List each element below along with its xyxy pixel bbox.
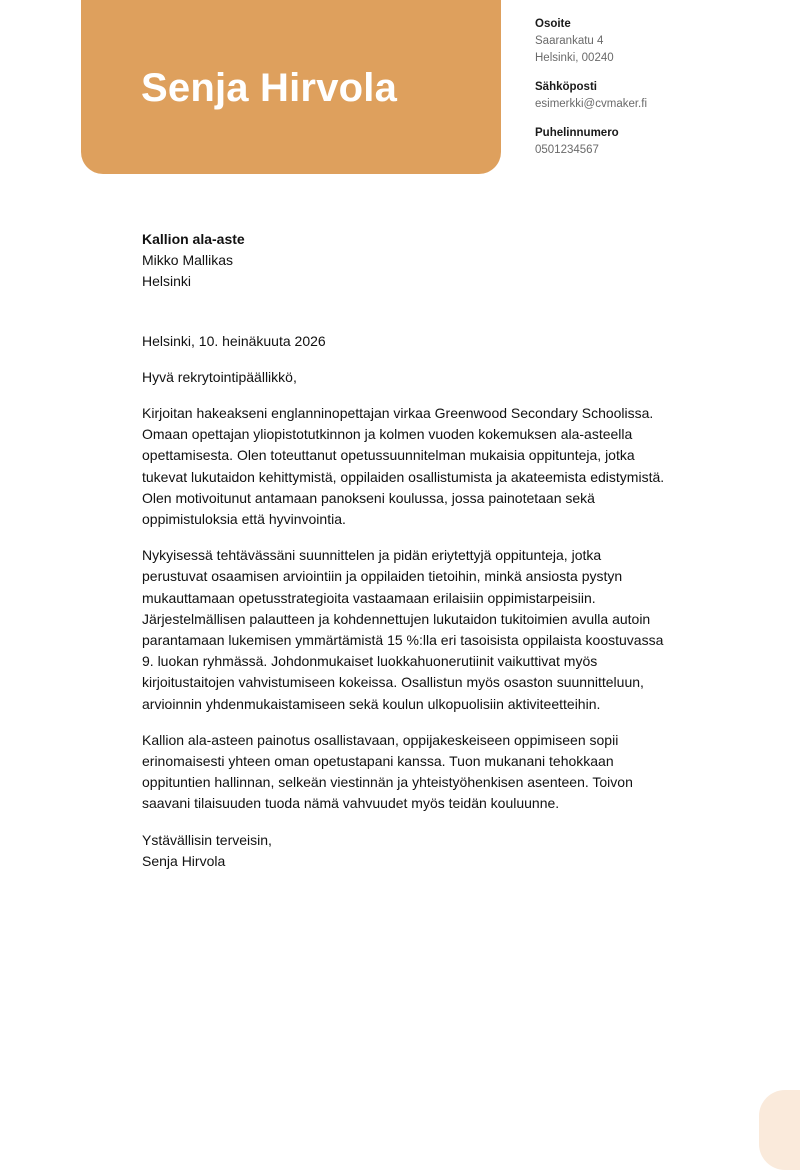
- phone-label: Puhelinnumero: [535, 127, 619, 139]
- address-group: [535, 16, 775, 67]
- email-group: [535, 79, 775, 113]
- contact-info: [535, 16, 775, 171]
- recipient-person: Mikko Mallikas: [142, 252, 234, 269]
- phone-group: [535, 125, 775, 159]
- letter-greeting: Hyvä rekrytointipäällikkö,: [142, 368, 297, 385]
- address-line2: Helsinki, 00240: [535, 52, 614, 64]
- address-line1: Saarankatu 4: [535, 35, 604, 47]
- letter-body: [142, 229, 667, 872]
- email-label: Sähköposti: [535, 81, 597, 93]
- letter-paragraph: Kirjoitan hakeakseni englanninopettajan virkaa Greenwood Secondary Schoolissa. Omaan opettajan yliopistotutkinnon ja kolmen vuoden kokemuksen ala-asteella opettamisesta. Olen toteuttanut opetussuunnitelman mukaisia oppitunteja, jotka tukevat lukutaidon kehittymistä, oppilaiden osallistumista ja akateemista edistymistä. Olen motivoitunut antamaan panokseni koulussa, jossa painotetaan sekä oppimistuloksia että hyvinvointia.: [142, 405, 665, 528]
- email-value: esimerkki@cvmaker.fi: [535, 98, 647, 110]
- letter-paragraph: Nykyisessä tehtävässäni suunnittelen ja pidän eriytettyjä oppitunteja, jotka perustuvat osaamisen arviointiin ja oppilaiden tietoihin, minkä ansiosta pystyn mukauttamaan opetusstrategioita vastaamaan erilaisiin oppimistarpeisiin. Järjestelmällisen palautteen ja kohdennettujen lukutaidon tukitoimien avulla autoin parantamaan lukemisen ymmärtämistä 15 %:lla eri tasoisista oppilaista koostuvassa 9. luokan ryhmässä. Johdonmukaiset luokkahuonerutiinit vaikuttivat myös kirjoitustaitojen vahvistumiseen kokeissa. Osallistun myös osaston suunnitteluun, arvioinnin yhdenmukaistamiseen sekä koulun ulkopuolisiin aktiviteetteihin.: [142, 547, 664, 712]
- letter-signature: Senja Hirvola: [142, 852, 226, 869]
- letter-paragraph: Kallion ala-asteen painotus osallistavaan, oppijakeskeiseen oppimiseen sopii erinomaisesti yhteen oman opetustapani kanssa. Tuon mukanani tehokkaan oppituntien hallinnan, selkeän viestinnän ja yhteistyöhenkisen asenteen. Toivon saavani tilaisuuden tuoda nämä vahvuudet myös teidän kouluunne.: [142, 731, 633, 812]
- applicant-name: Senja Hirvola: [141, 66, 398, 110]
- address-label: Osoite: [535, 18, 571, 30]
- letter-closing: Ystävällisin terveisin,: [142, 831, 272, 848]
- recipient-city: Helsinki: [142, 273, 192, 290]
- letter-date: Helsinki, 10. heinäkuuta 2026: [142, 332, 326, 349]
- phone-value: 0501234567: [535, 144, 599, 156]
- recipient-organization: Kallion ala-aste: [142, 231, 245, 247]
- header-banner: [81, 0, 501, 174]
- decorative-corner: [759, 1090, 800, 1170]
- recipient-block: [142, 229, 667, 293]
